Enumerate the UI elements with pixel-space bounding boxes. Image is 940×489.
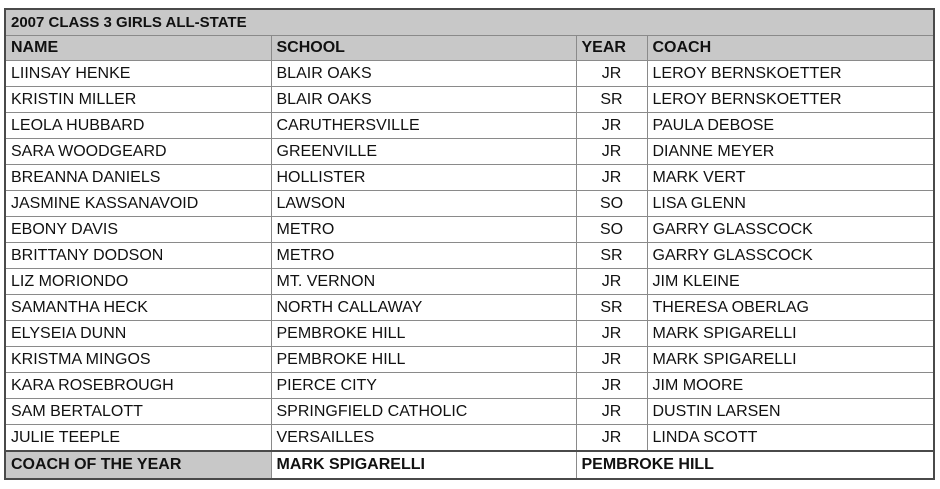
cell-year: JR [576, 61, 647, 87]
table-row [5, 321, 934, 347]
table-row [5, 217, 934, 243]
title-row [5, 9, 934, 36]
cell-coach: MARK VERT [647, 165, 934, 191]
cell-coach: LEROY BERNSKOETTER [647, 87, 934, 113]
table-row [5, 191, 934, 217]
cell-school: MT. VERNON [271, 269, 576, 295]
cell-year: SR [576, 295, 647, 321]
coach-of-year-row [5, 451, 934, 479]
cell-coach: LINDA SCOTT [647, 425, 934, 452]
cell-coach: DUSTIN LARSEN [647, 399, 934, 425]
cell-name: KARA ROSEBROUGH [5, 373, 271, 399]
header-coach: COACH [647, 36, 934, 61]
table-row [5, 139, 934, 165]
table-row [5, 295, 934, 321]
cell-name: KRISTIN MILLER [5, 87, 271, 113]
cell-school: PEMBROKE HILL [271, 347, 576, 373]
cell-year: JR [576, 373, 647, 399]
cell-name: JASMINE KASSANAVOID [5, 191, 271, 217]
table-row [5, 243, 934, 269]
cell-name: SAMANTHA HECK [5, 295, 271, 321]
table-row [5, 269, 934, 295]
cell-school: PIERCE CITY [271, 373, 576, 399]
cell-coach: LEROY BERNSKOETTER [647, 61, 934, 87]
coach-of-year-school: PEMBROKE HILL [576, 451, 934, 479]
cell-year: JR [576, 399, 647, 425]
table-row [5, 165, 934, 191]
cell-name: SAM BERTALOTT [5, 399, 271, 425]
cell-name: LIINSAY HENKE [5, 61, 271, 87]
table-row [5, 399, 934, 425]
cell-school: BLAIR OAKS [271, 61, 576, 87]
cell-school: LAWSON [271, 191, 576, 217]
cell-school: SPRINGFIELD CATHOLIC [271, 399, 576, 425]
cell-school: VERSAILLES [271, 425, 576, 452]
cell-year: SR [576, 87, 647, 113]
cell-name: BREANNA DANIELS [5, 165, 271, 191]
cell-year: SO [576, 217, 647, 243]
cell-school: METRO [271, 217, 576, 243]
cell-school: GREENVILLE [271, 139, 576, 165]
cell-year: JR [576, 139, 647, 165]
table-row [5, 347, 934, 373]
header-school: SCHOOL [271, 36, 576, 61]
cell-year: JR [576, 269, 647, 295]
cell-name: SARA WOODGEARD [5, 139, 271, 165]
cell-year: JR [576, 165, 647, 191]
header-row [5, 36, 934, 61]
table-row [5, 425, 934, 452]
all-state-sheet [4, 8, 933, 480]
cell-year: SO [576, 191, 647, 217]
all-state-table [4, 8, 935, 480]
cell-coach: MARK SPIGARELLI [647, 347, 934, 373]
cell-name: BRITTANY DODSON [5, 243, 271, 269]
cell-school: CARUTHERSVILLE [271, 113, 576, 139]
cell-school: PEMBROKE HILL [271, 321, 576, 347]
cell-name: JULIE TEEPLE [5, 425, 271, 452]
cell-name: EBONY DAVIS [5, 217, 271, 243]
cell-school: BLAIR OAKS [271, 87, 576, 113]
coach-of-year-name: MARK SPIGARELLI [271, 451, 576, 479]
table-row [5, 61, 934, 87]
table-row [5, 373, 934, 399]
cell-name: LEOLA HUBBARD [5, 113, 271, 139]
cell-coach: PAULA DEBOSE [647, 113, 934, 139]
cell-school: METRO [271, 243, 576, 269]
coach-of-year-label: COACH OF THE YEAR [5, 451, 271, 479]
cell-year: SR [576, 243, 647, 269]
cell-school: HOLLISTER [271, 165, 576, 191]
cell-year: JR [576, 425, 647, 452]
cell-coach: DIANNE MEYER [647, 139, 934, 165]
cell-coach: GARRY GLASSCOCK [647, 243, 934, 269]
table-title: 2007 CLASS 3 GIRLS ALL-STATE [5, 9, 934, 36]
cell-coach: JIM MOORE [647, 373, 934, 399]
cell-year: JR [576, 347, 647, 373]
cell-coach: MARK SPIGARELLI [647, 321, 934, 347]
cell-coach: THERESA OBERLAG [647, 295, 934, 321]
cell-year: JR [576, 321, 647, 347]
header-name: NAME [5, 36, 271, 61]
cell-name: ELYSEIA DUNN [5, 321, 271, 347]
table-row [5, 87, 934, 113]
cell-school: NORTH CALLAWAY [271, 295, 576, 321]
cell-year: JR [576, 113, 647, 139]
header-year: YEAR [576, 36, 647, 61]
cell-name: KRISTMA MINGOS [5, 347, 271, 373]
cell-coach: LISA GLENN [647, 191, 934, 217]
cell-name: LIZ MORIONDO [5, 269, 271, 295]
table-row [5, 113, 934, 139]
cell-coach: JIM KLEINE [647, 269, 934, 295]
cell-coach: GARRY GLASSCOCK [647, 217, 934, 243]
